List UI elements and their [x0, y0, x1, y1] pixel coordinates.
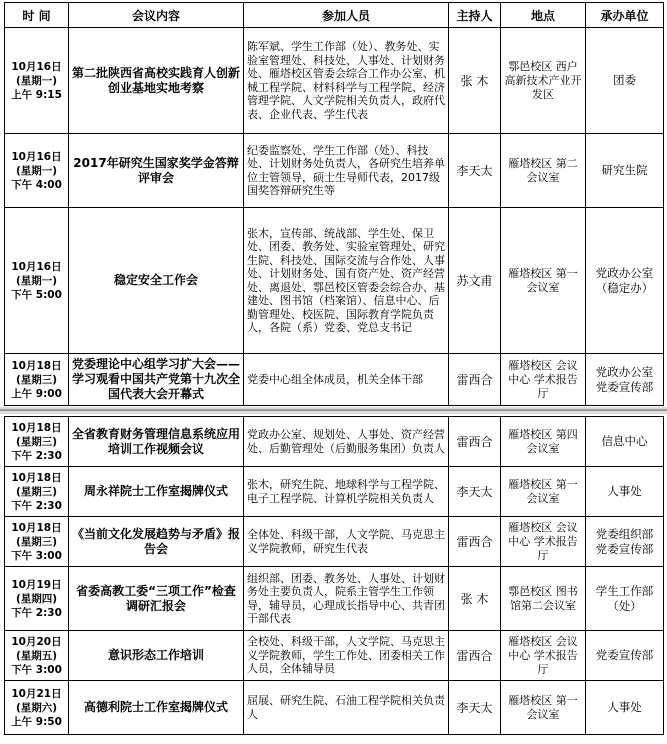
cell-participants: 屈展、研究生院、石油工程学院相关负责人 [244, 681, 449, 735]
time-line: 10月16日 [11, 60, 62, 73]
table-row [5, 134, 664, 208]
cell-topic: 稳定安全工作会 [69, 208, 244, 354]
cell-organizer: 党委组织部 党委宣传部 [586, 517, 664, 567]
cell-host: 李天太 [449, 134, 501, 208]
time-line: (星期六) [15, 701, 58, 714]
cell-participants: 纪委监察处、学生工作部（处）、科技处、计划财务处负责人，各研究生培养单位主管领导，硕士生导师代表，2017级国奖答辩研究生等 [244, 134, 449, 208]
schedule-table-bottom [4, 416, 664, 735]
time-line: (星期一) [15, 74, 58, 87]
table-row [5, 417, 664, 467]
cell-time [5, 467, 69, 517]
table-row [5, 28, 664, 134]
table-row [5, 467, 664, 517]
cell-time [5, 354, 69, 406]
cell-topic: 党委理论中心组学习扩大会——学习观看中国共产党第十九次全国代表大会开幕式 [69, 354, 244, 406]
cell-location: 雁塔校区 第四会议室 [501, 417, 586, 467]
cell-host: 李天太 [449, 681, 501, 735]
time-line: 下午 3:00 [11, 663, 62, 676]
time-line: 10月19日 [11, 578, 62, 591]
cell-organizer: 人事处 [586, 681, 664, 735]
cell-location: 雁塔校区 第一会议室 [501, 467, 586, 517]
time-line: 上午 9:00 [11, 387, 62, 400]
cell-organizer: 党政办公室 党委宣传部 [586, 354, 664, 406]
cell-participants: 组织部、团委、教务处、人事处、计划财务处主要负责人，院系主管学生工作领导，辅导员，心理成长指导中心、共青团干部代表 [244, 567, 449, 631]
cell-organizer: 党委宣传部 [586, 631, 664, 681]
cell-host: 雷西合 [449, 631, 501, 681]
time-line: (星期三) [15, 485, 58, 498]
cell-time [5, 28, 69, 134]
cell-organizer: 信息中心 [586, 417, 664, 467]
cell-location: 雁塔校区 第一会议室 [501, 208, 586, 354]
time-line: 下午 2:30 [11, 449, 62, 462]
cell-topic: 意识形态工作培训 [69, 631, 244, 681]
time-line: 下午 5:00 [11, 288, 62, 301]
time-line: 10月16日 [11, 150, 62, 163]
time-line: (星期一) [15, 164, 58, 177]
table-row [5, 567, 664, 631]
cell-participants: 党委中心组全体成员，机关全体干部 [244, 354, 449, 406]
table-row [5, 681, 664, 735]
cell-participants: 张木，研究生院、地球科学与工程学院、电子工程学院、计算机学院相关负责人 [244, 467, 449, 517]
cell-host: 雷西合 [449, 354, 501, 406]
cell-topic: 高德利院士工作室揭牌仪式 [69, 681, 244, 735]
cell-host: 雷西合 [449, 517, 501, 567]
header-host: 主持人 [449, 3, 501, 28]
cell-host: 雷西合 [449, 417, 501, 467]
cell-topic: 第二批陕西省高校实践育人创新创业基地实地考察 [69, 28, 244, 134]
cell-location: 雁塔校区 会议中心 学术报告厅 [501, 517, 586, 567]
cell-time [5, 631, 69, 681]
cell-organizer: 学生工作部（处） [586, 567, 664, 631]
cell-host: 张 木 [449, 567, 501, 631]
cell-time [5, 567, 69, 631]
page-divider-line [0, 409, 667, 411]
time-line: 10月20日 [11, 635, 62, 648]
cell-participants: 陈军斌、学生工作部（处）、教务处、实验室管理处、科技处、人事处、计划财务处、雁塔校区管委会综合工作办公室、机械工程学院、材料科学与工程学院、经济管理学院、人文学院相关负责人，政府代表、企业代表、学生代表 [244, 28, 449, 134]
table-row [5, 354, 664, 406]
table-row [5, 208, 664, 354]
cell-host: 苏文甫 [449, 208, 501, 354]
cell-topic: 2017年研究生国家奖学金答辩评审会 [69, 134, 244, 208]
cell-topic: 全省教育财务管理信息系统应用培训工作视频会议 [69, 417, 244, 467]
time-line: (星期四) [15, 592, 58, 605]
cell-organizer: 人事处 [586, 467, 664, 517]
time-line: (星期五) [15, 649, 58, 662]
schedule-table-top [4, 2, 664, 406]
cell-location: 鄠邑校区 图书馆第二会议室 [501, 567, 586, 631]
table-header-row [5, 3, 664, 28]
time-line: (星期三) [15, 435, 58, 448]
time-line: 下午 4:00 [11, 178, 62, 191]
cell-participants: 张木，宣传部、统战部、学生处、保卫处、团委、教务处、实验室管理处、研究生院、科技处、国际交流与合作处、人事处、计划财务处、国有资产处、资产经营处、离退处、鄠邑校区管委会综合办、基建处、图书馆（档案馆）、信息中心、后勤管理处、校医院、国际教育学院负责人，各院（系）党委、党总支书记 [244, 208, 449, 354]
time-line: 10月18日 [11, 421, 62, 434]
time-line: 10月18日 [11, 521, 62, 534]
time-line: (星期三) [15, 373, 58, 386]
cell-time [5, 681, 69, 735]
cell-location: 雁塔校区 第二会议室 [501, 134, 586, 208]
cell-location: 雁塔校区 会议中心 学术报告厅 [501, 354, 586, 406]
time-line: 10月18日 [11, 359, 62, 372]
cell-location: 鄠邑校区 西户高新技术产业开发区 [501, 28, 586, 134]
time-line: 上午 9:15 [11, 88, 62, 101]
time-line: (星期三) [15, 535, 58, 548]
cell-topic: 周永祥院士工作室揭牌仪式 [69, 467, 244, 517]
cell-topic: 省委高教工委“三项工作”检查调研汇报会 [69, 567, 244, 631]
cell-host: 张 木 [449, 28, 501, 134]
cell-location: 雁塔校区 第一会议室 [501, 681, 586, 735]
table-row [5, 517, 664, 567]
cell-organizer: 研究生院 [586, 134, 664, 208]
cell-time [5, 134, 69, 208]
cell-time [5, 208, 69, 354]
cell-participants: 全校处、科级干部，人文学院、马克思主义学院教师，学生工作处、团委相关工作人员，全体辅导员 [244, 631, 449, 681]
time-line: 下午 3:00 [11, 549, 62, 562]
cell-participants: 党政办公室、规划处、人事处、资产经营处、后勤管理处（后勤服务集团）负责人 [244, 417, 449, 467]
time-line: 10月18日 [11, 471, 62, 484]
cell-organizer: 团委 [586, 28, 664, 134]
header-location: 地点 [501, 3, 586, 28]
time-line: 下午 2:30 [11, 499, 62, 512]
time-line: 下午 2:30 [11, 606, 62, 619]
header-topic: 会议内容 [69, 3, 244, 28]
cell-time [5, 517, 69, 567]
time-line: 10月21日 [11, 687, 62, 700]
cell-participants: 全体处、科级干部，人文学院、马克思主义学院教师，研究生代表 [244, 517, 449, 567]
cell-time [5, 417, 69, 467]
time-line: 上午 9:50 [11, 715, 62, 728]
header-time: 时 间 [5, 3, 69, 28]
table-row [5, 631, 664, 681]
time-line: (星期一) [15, 274, 58, 287]
time-line: 10月16日 [11, 260, 62, 273]
cell-host: 李天太 [449, 467, 501, 517]
cell-topic: 《当前文化发展趋势与矛盾》报告会 [69, 517, 244, 567]
cell-location: 雁塔校区 会议中心 学术报告厅 [501, 631, 586, 681]
cell-organizer: 党政办公室（稳定办） [586, 208, 664, 354]
header-participants: 参加人员 [244, 3, 449, 28]
header-organizer: 承办单位 [586, 3, 664, 28]
